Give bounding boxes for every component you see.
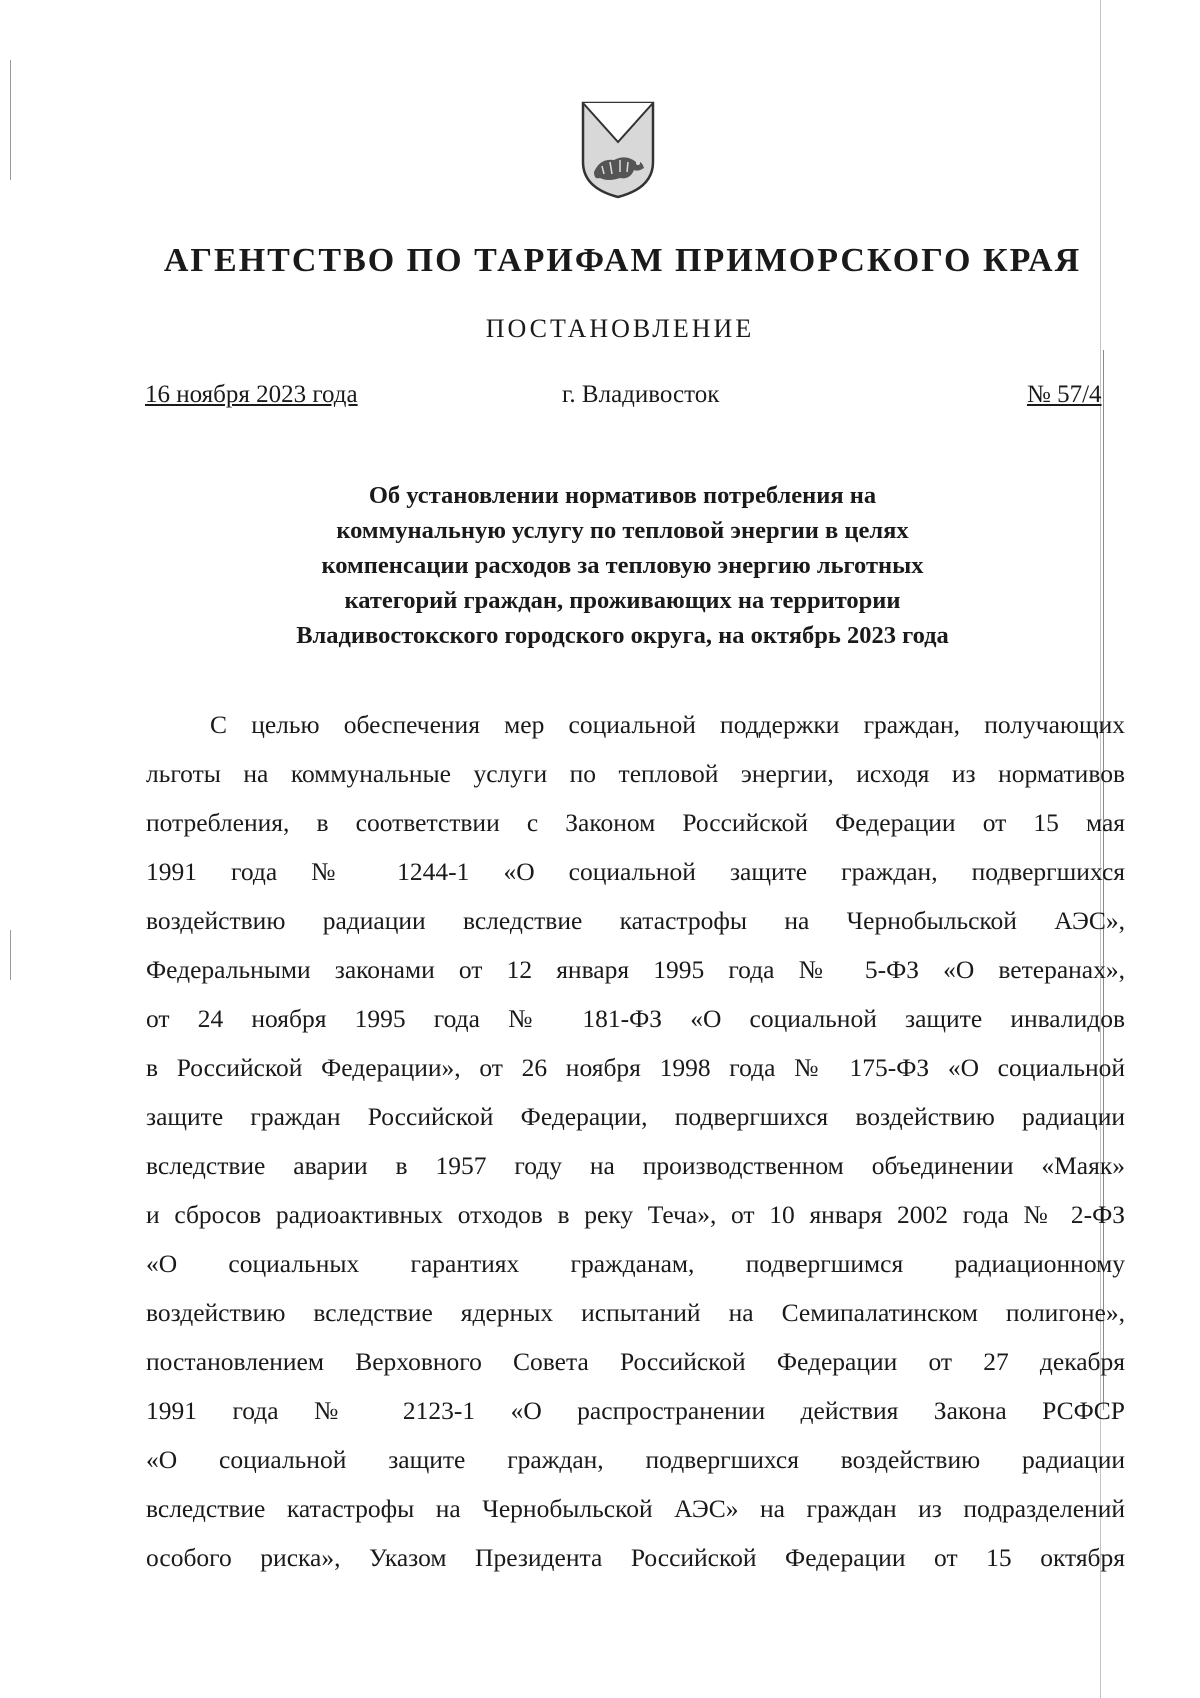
document-number: № 57/4 — [1027, 381, 1102, 408]
body-line: вследствие катастрофы на Чернобыльской АЭС» на граждан из подразделений — [146, 1494, 1125, 1523]
body-line: Федеральными законами от 12 января 1995 года № 5-ФЗ «О ветеранах», — [146, 955, 1125, 984]
body-line: льготы на коммунальные услуги по тепловой энергии, исходя из нормативов — [146, 759, 1125, 788]
document-title — [150, 478, 1095, 653]
body-line: и сбросов радиоактивных отходов в реку Теча», от 10 января 2002 года № 2-ФЗ — [146, 1200, 1125, 1229]
body-line: в Российской Федерации», от 26 ноября 1998 года № 175-ФЗ «О социальной — [146, 1053, 1125, 1082]
scan-fold-line-right — [1100, 0, 1101, 1698]
body-line: воздействию радиации вследствие катастрофы на Чернобыльской АЭС», — [146, 906, 1125, 935]
document-city: г. Владивосток — [562, 381, 720, 408]
body-line: постановлением Верховного Совета Российской Федерации от 27 декабря — [146, 1347, 1125, 1376]
body-line: 1991 года № 1244-1 «О социальной защите граждан, подвергшихся — [146, 857, 1125, 886]
title-line: категорий граждан, проживающих на территории — [344, 587, 901, 614]
body-line: воздействию вследствие ядерных испытаний на Семипалатинском полигоне», — [146, 1298, 1125, 1327]
body-line: 1991 года № 2123-1 «О распространении действия Закона РСФСР — [146, 1396, 1125, 1425]
title-line: коммунальную услугу по тепловой энергии в целях — [336, 517, 909, 544]
body-line: особого риска», Указом Президента Российской Федерации от 15 октября — [146, 1543, 1125, 1572]
body-line: защите граждан Российской Федерации, подвергшихся воздействию радиации — [146, 1102, 1125, 1131]
body-line: потребления, в соответствии с Законом Российской Федерации от 15 мая — [146, 808, 1125, 837]
body-line: вследствие аварии в 1957 году на производственном объединении «Маяк» — [146, 1151, 1125, 1180]
scan-edge-line-left — [10, 60, 11, 180]
title-line: Об установлении нормативов потребления на — [368, 482, 877, 509]
body-line: «О социальных гарантиях гражданам, подвергшимся радиационному — [146, 1249, 1125, 1278]
document-type: ПОСТАНОВЛЕНИЕ — [485, 314, 755, 343]
body-line: «О социальной защите граждан, подвергшихся воздействию радиации — [146, 1445, 1125, 1474]
coat-of-arms-icon — [580, 100, 656, 200]
body-line: от 24 ноября 1995 года № 181-ФЗ «О социальной защите инвалидов — [146, 1004, 1125, 1033]
title-line: компенсации расходов за тепловую энергию льготных — [321, 552, 924, 579]
body-line: С целью обеспечения мер социальной поддержки граждан, получающих — [210, 710, 1125, 739]
title-line: Владивостокского городского округа, на октябрь 2023 года — [296, 622, 949, 649]
scan-edge-line-left-lower — [10, 930, 11, 980]
agency-name: АГЕНТСТВО ПО ТАРИФАМ ПРИМОРСКОГО КРАЯ — [163, 242, 1082, 279]
document-date: 16 ноября 2023 года — [145, 381, 358, 408]
